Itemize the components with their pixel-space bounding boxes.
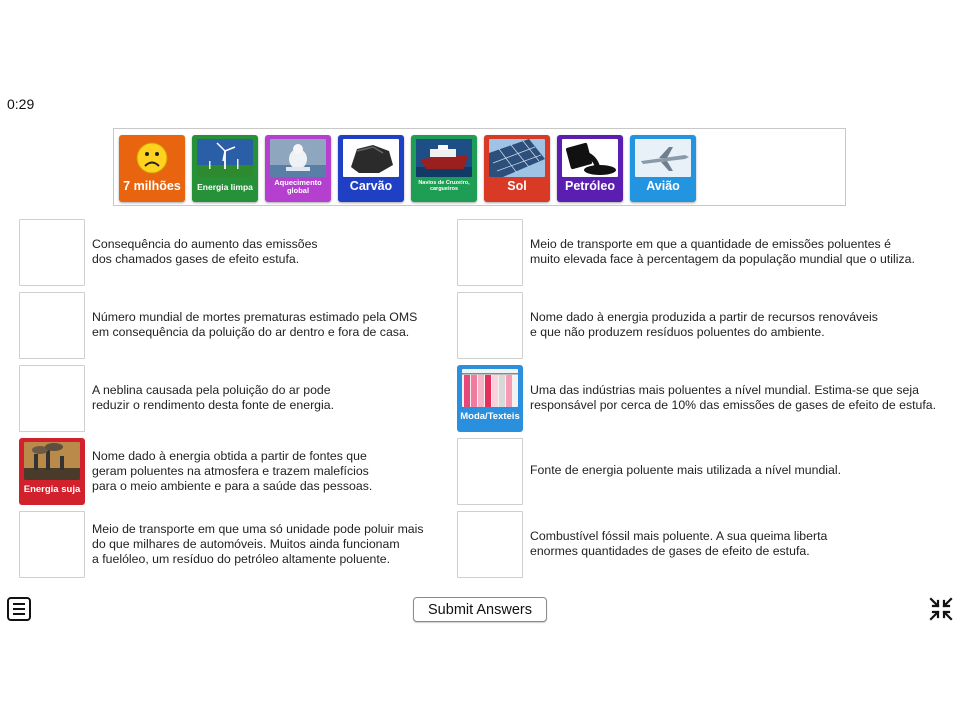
tile-sol[interactable]: [484, 135, 550, 202]
tile-energia-limpa[interactable]: [192, 135, 258, 202]
clothes-rack-icon: [462, 369, 518, 407]
tile-energia-suja[interactable]: [19, 438, 85, 505]
sad-face-icon: [124, 139, 180, 177]
answer-tray: [113, 128, 846, 206]
item-description: Nome dado à energia produzida a partir de recursos renováveis e que não produzem resíduos poluentes do ambiente.: [530, 310, 878, 339]
item-description: Combustível fóssil mais poluente. A sua queima liberta enormes quantidades de gases de efeito de estufa.: [530, 529, 828, 558]
item-description: Uma das indústrias mais poluentes a nível mundial. Estima-se que seja responsável por cerca de 10% das emissões de gases de efeito de estufa.: [530, 383, 937, 412]
drop-slot[interactable]: [457, 511, 523, 578]
timer: 0:29: [7, 96, 35, 112]
item-description: Nome dado à energia obtida a partir de fontes que geram poluentes na atmosfera e trazem malefícios para o meio ambiente e para a saúde das pessoas.: [92, 449, 373, 493]
drop-slot[interactable]: [19, 365, 85, 432]
drop-slot[interactable]: [19, 219, 85, 286]
drop-slot[interactable]: [457, 438, 523, 505]
tile-carvao[interactable]: [338, 135, 404, 202]
item-description: Meio de transporte em que uma só unidade pode poluir mais do que milhares de automóveis. Muitos ainda funcionam a fuelóleo, um resíduo do petróleo altamente poluente.: [92, 522, 424, 566]
tile-moda-texteis[interactable]: [457, 365, 523, 432]
tile-label: Navios de Cruzeiro, cargueiros: [418, 180, 470, 192]
tile-label: 7 milhões: [123, 179, 181, 194]
drop-slot[interactable]: [19, 292, 85, 359]
item-description: Consequência do aumento das emissões dos chamados gases de efeito estufa.: [92, 237, 318, 266]
tile-label: Energia suja: [23, 484, 81, 496]
oil-barrel-icon: [562, 139, 618, 177]
tile-petroleo[interactable]: [557, 135, 623, 202]
tile-label: Aquecimento global: [274, 178, 322, 195]
airplane-icon: [635, 139, 691, 177]
coal-icon: [343, 139, 399, 177]
collapse-icon[interactable]: [929, 597, 953, 621]
drop-slot[interactable]: [19, 511, 85, 578]
tile-label: Carvão: [349, 179, 393, 194]
wind-turbine-icon: [197, 139, 253, 177]
tile-label: Moda/Texteis: [460, 411, 520, 423]
submit-answers-button[interactable]: Submit Answers: [413, 597, 547, 622]
tile-aquecimento-global[interactable]: [265, 135, 331, 202]
tile-aviao[interactable]: [630, 135, 696, 202]
drop-slot[interactable]: [457, 292, 523, 359]
item-description: A neblina causada pela poluição do ar pode reduzir o rendimento desta fonte de energia.: [92, 383, 334, 412]
item-description: Meio de transporte em que a quantidade de emissões poluentes é muito elevada face à percentagem da população mundial que o utiliza.: [530, 237, 915, 266]
item-description: Fonte de energia poluente mais utilizada a nível mundial.: [530, 463, 842, 477]
tile-navios[interactable]: [411, 135, 477, 202]
item-description: Número mundial de mortes prematuras estimado pela OMS em consequência da poluição do ar dentro e fora de casa.: [92, 310, 418, 339]
solar-panel-icon: [489, 139, 545, 177]
polar-bear-icon: [270, 139, 326, 177]
factory-smoke-icon: [24, 442, 80, 480]
tile-label: Avião: [646, 179, 680, 194]
cruise-ship-icon: [416, 139, 472, 177]
tile-label: Petróleo: [564, 179, 615, 194]
menu-icon[interactable]: [7, 597, 31, 621]
tile-label: Energia limpa: [197, 181, 253, 192]
tile-7-milhoes[interactable]: [119, 135, 185, 202]
tile-label: Sol: [507, 179, 527, 194]
drop-slot[interactable]: [457, 219, 523, 286]
